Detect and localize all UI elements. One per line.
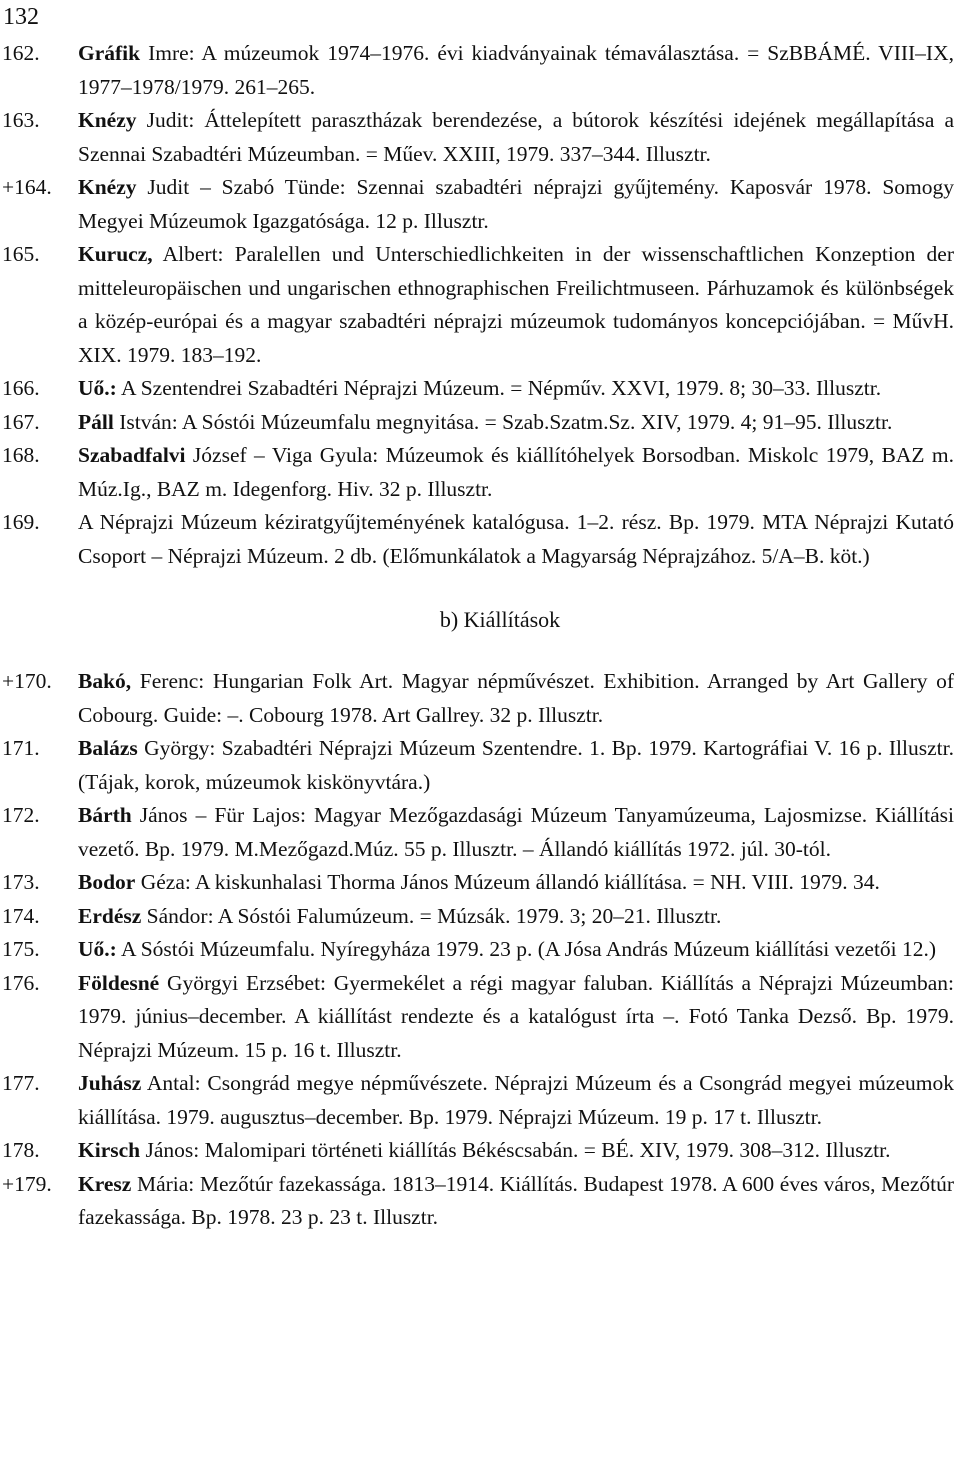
entry-text: János – Für Lajos: Magyar Mezőgazdasági Múzeum Tanyamúzeuma, Lajosmizse. Kiállítási vezető. Bp. 1979. M.Mezőgazd.Múz. 55 p. Illusztr. – Állandó kiállítás 1972. júl. 30-tól. [78, 803, 954, 861]
entry-author: Kirsch [78, 1138, 141, 1162]
entry-author: Bárth [78, 803, 132, 827]
section-heading: b) Kiállítások [439, 607, 561, 632]
entry-number: 165. [2, 242, 40, 266]
bibliography-entry [0, 1067, 960, 1134]
bibliography-entry [0, 900, 960, 934]
bibliography-entry [0, 933, 960, 967]
bibliography-entry [0, 799, 960, 866]
entry-number: +170. [2, 669, 52, 693]
bibliography-entry [0, 238, 960, 372]
entry-number: 175. [2, 937, 40, 961]
bibliography-entry [0, 866, 960, 900]
bibliography-entry [0, 967, 960, 1068]
entry-author: Kurucz, [78, 242, 153, 266]
bibliography-entry [0, 1134, 960, 1168]
entry-number: +164. [2, 175, 52, 199]
entry-author: Páll [78, 409, 114, 434]
bibliography-entry [0, 439, 960, 506]
entry-number: 169. [2, 510, 40, 534]
bibliography-entry [0, 37, 960, 104]
page-number: 132 [3, 4, 39, 30]
entry-author: Szabadfalvi [78, 443, 186, 467]
bibliography-entry [0, 1168, 960, 1235]
entry-text: Judit: Áttelepített parasztházak berendezése, a bútorok készítési idejének megállapítása a Szennai Szabadtéri Múzeumban. = Műev. XXIII, 1979. 337–344. Illusztr. [78, 108, 954, 166]
entry-author: Juhász [78, 1071, 142, 1095]
entry-text: A Szentendrei Szabadtéri Néprajzi Múzeum. = Népműv. XXVI, 1979. 8; 30–33. Illusztr. [116, 376, 882, 400]
entry-author: Balázs [78, 736, 138, 760]
entry-text: Sándor: A Sóstói Falumúzeum. = Múzsák. 1979. 3; 20–21. Illusztr. [141, 903, 722, 928]
entry-text: A Sóstói Múzeumfalu. Nyíregyháza 1979. 23 p. (A Jósa András Múzeum kiállítási vezetői 12.) [116, 937, 937, 961]
bibliography-entry [0, 732, 960, 799]
entry-number: 171. [2, 736, 40, 760]
entry-number: 176. [2, 970, 40, 995]
entry-author: Erdész [78, 903, 142, 928]
entry-author: Földesné [78, 970, 160, 995]
entry-number: 168. [2, 443, 40, 467]
entry-author: Gráfik [78, 41, 141, 65]
entry-author: Knézy [78, 175, 137, 199]
entry-author: Kresz [78, 1171, 132, 1196]
entry-number: 162. [2, 41, 40, 65]
entry-text: Mária: Mezőtúr fazekassága. 1813–1914. Kiállítás. Budapest 1978. A 600 éves város, Mezőtúr fazekassága. Bp. 1978. 23 p. 23 t. Illusztr. [78, 1171, 954, 1229]
entries-part-a [0, 37, 960, 573]
entry-text: István: A Sóstói Múzeumfalu megnyitása. = Szab.Szatm.Sz. XIV, 1979. 4; 91–95. Illusztr. [113, 409, 893, 434]
bibliography [0, 37, 960, 1235]
entry-number: 177. [2, 1071, 40, 1095]
entry-number: 163. [2, 108, 40, 132]
entry-number: 178. [2, 1138, 40, 1162]
entry-number: 173. [2, 870, 40, 894]
entry-number: 174. [2, 903, 40, 928]
entry-author: Bakó, [78, 669, 132, 693]
entry-text: György: Szabadtéri Néprajzi Múzeum Szentendre. 1. Bp. 1979. Kartográfiai V. 16 p. Illusztr. (Tájak, korok, múzeumok kiskönyvtára.) [78, 736, 954, 794]
entry-text: Géza: A kiskunhalasi Thorma János Múzeum állandó kiállítása. = NH. VIII. 1979. 34. [135, 870, 880, 894]
entry-number: +179. [2, 1171, 52, 1196]
entry-number: 166. [2, 376, 40, 400]
entry-text: Antal: Csongrád megye népművészete. Néprajzi Múzeum és a Csongrád megyei múzeumok kiállítása. 1979. augusztus–december. Bp. 1979. Néprajzi Múzeum. 19 p. 17 t. Illusztr. [78, 1071, 954, 1129]
bibliography-entry [0, 104, 960, 171]
entry-number: 172. [2, 803, 40, 827]
entry-text: János: Malomipari történeti kiállítás Békéscsabán. = BÉ. XIV, 1979. 308–312. Illusztr. [140, 1138, 891, 1162]
entry-author: Uő.: [78, 937, 117, 961]
bibliography-entry [0, 506, 960, 573]
entry-text: Judit – Szabó Tünde: Szennai szabadtéri néprajzi gyűjtemény. Kaposvár 1978. Somogy Megyei Múzeumok Igazgatósága. 12 p. Illusztr. [78, 175, 954, 233]
entry-text: József – Viga Gyula: Múzeumok és kiállítóhelyek Borsodban. Miskolc 1979, BAZ m. Múz.Ig., BAZ m. Idegenforg. Hiv. 32 p. Illusztr. [78, 443, 954, 501]
entry-text: Albert: Paralellen und Unterschiedlichkeiten in der wissenschaftlichen Konzeption der mitteleuropäischen und ungarischen ethnographischen Freilichtmuseen. Párhuzamok és különbségek a közép-európai és a magyar szabadtéri néprajzi múzeumok tudományos koncepciójában. = MűvH. XIX. 1979. 183–192. [78, 242, 954, 367]
entries-part-b [0, 665, 960, 1235]
entry-text: Györgyi Erzsébet: Gyermekélet a régi magyar faluban. Kiállítás a Néprajzi Múzeumban: 1979. június–december. A kiállítást rendezte és a katalógust írta –. Fotó Tanka Dezső. Bp. 1979. Néprajzi Múzeum. 15 p. 16 t. Illusztr. [78, 970, 954, 1062]
bibliography-entry [0, 372, 960, 406]
entry-text: A Néprajzi Múzeum kéziratgyűjteményének katalógusa. 1–2. rész. Bp. 1979. MTA Néprajzi Kutató Csoport – Néprajzi Múzeum. 2 db. (Előmunkálatok a Magyarság Néprajzához. 5/A–B. köt.) [78, 510, 954, 568]
entry-author: Uő.: [78, 376, 117, 400]
entry-number: 167. [2, 409, 40, 434]
bibliography-entry [0, 406, 960, 440]
entry-author: Bodor [78, 870, 136, 894]
bibliography-entry [0, 665, 960, 732]
entry-text: Imre: A múzeumok 1974–1976. évi kiadványainak témaválasztása. = SzBBÁMÉ. VIII–IX, 1977–1978/1979. 261–265. [78, 41, 954, 99]
entry-author: Knézy [78, 108, 137, 132]
entry-text: Ferenc: Hungarian Folk Art. Magyar népművészet. Exhibition. Arranged by Art Gallery of Cobourg. Guide: –. Cobourg 1978. Art Gallrey. 32 p. Illusztr. [78, 669, 954, 727]
bibliography-entry [0, 171, 960, 238]
